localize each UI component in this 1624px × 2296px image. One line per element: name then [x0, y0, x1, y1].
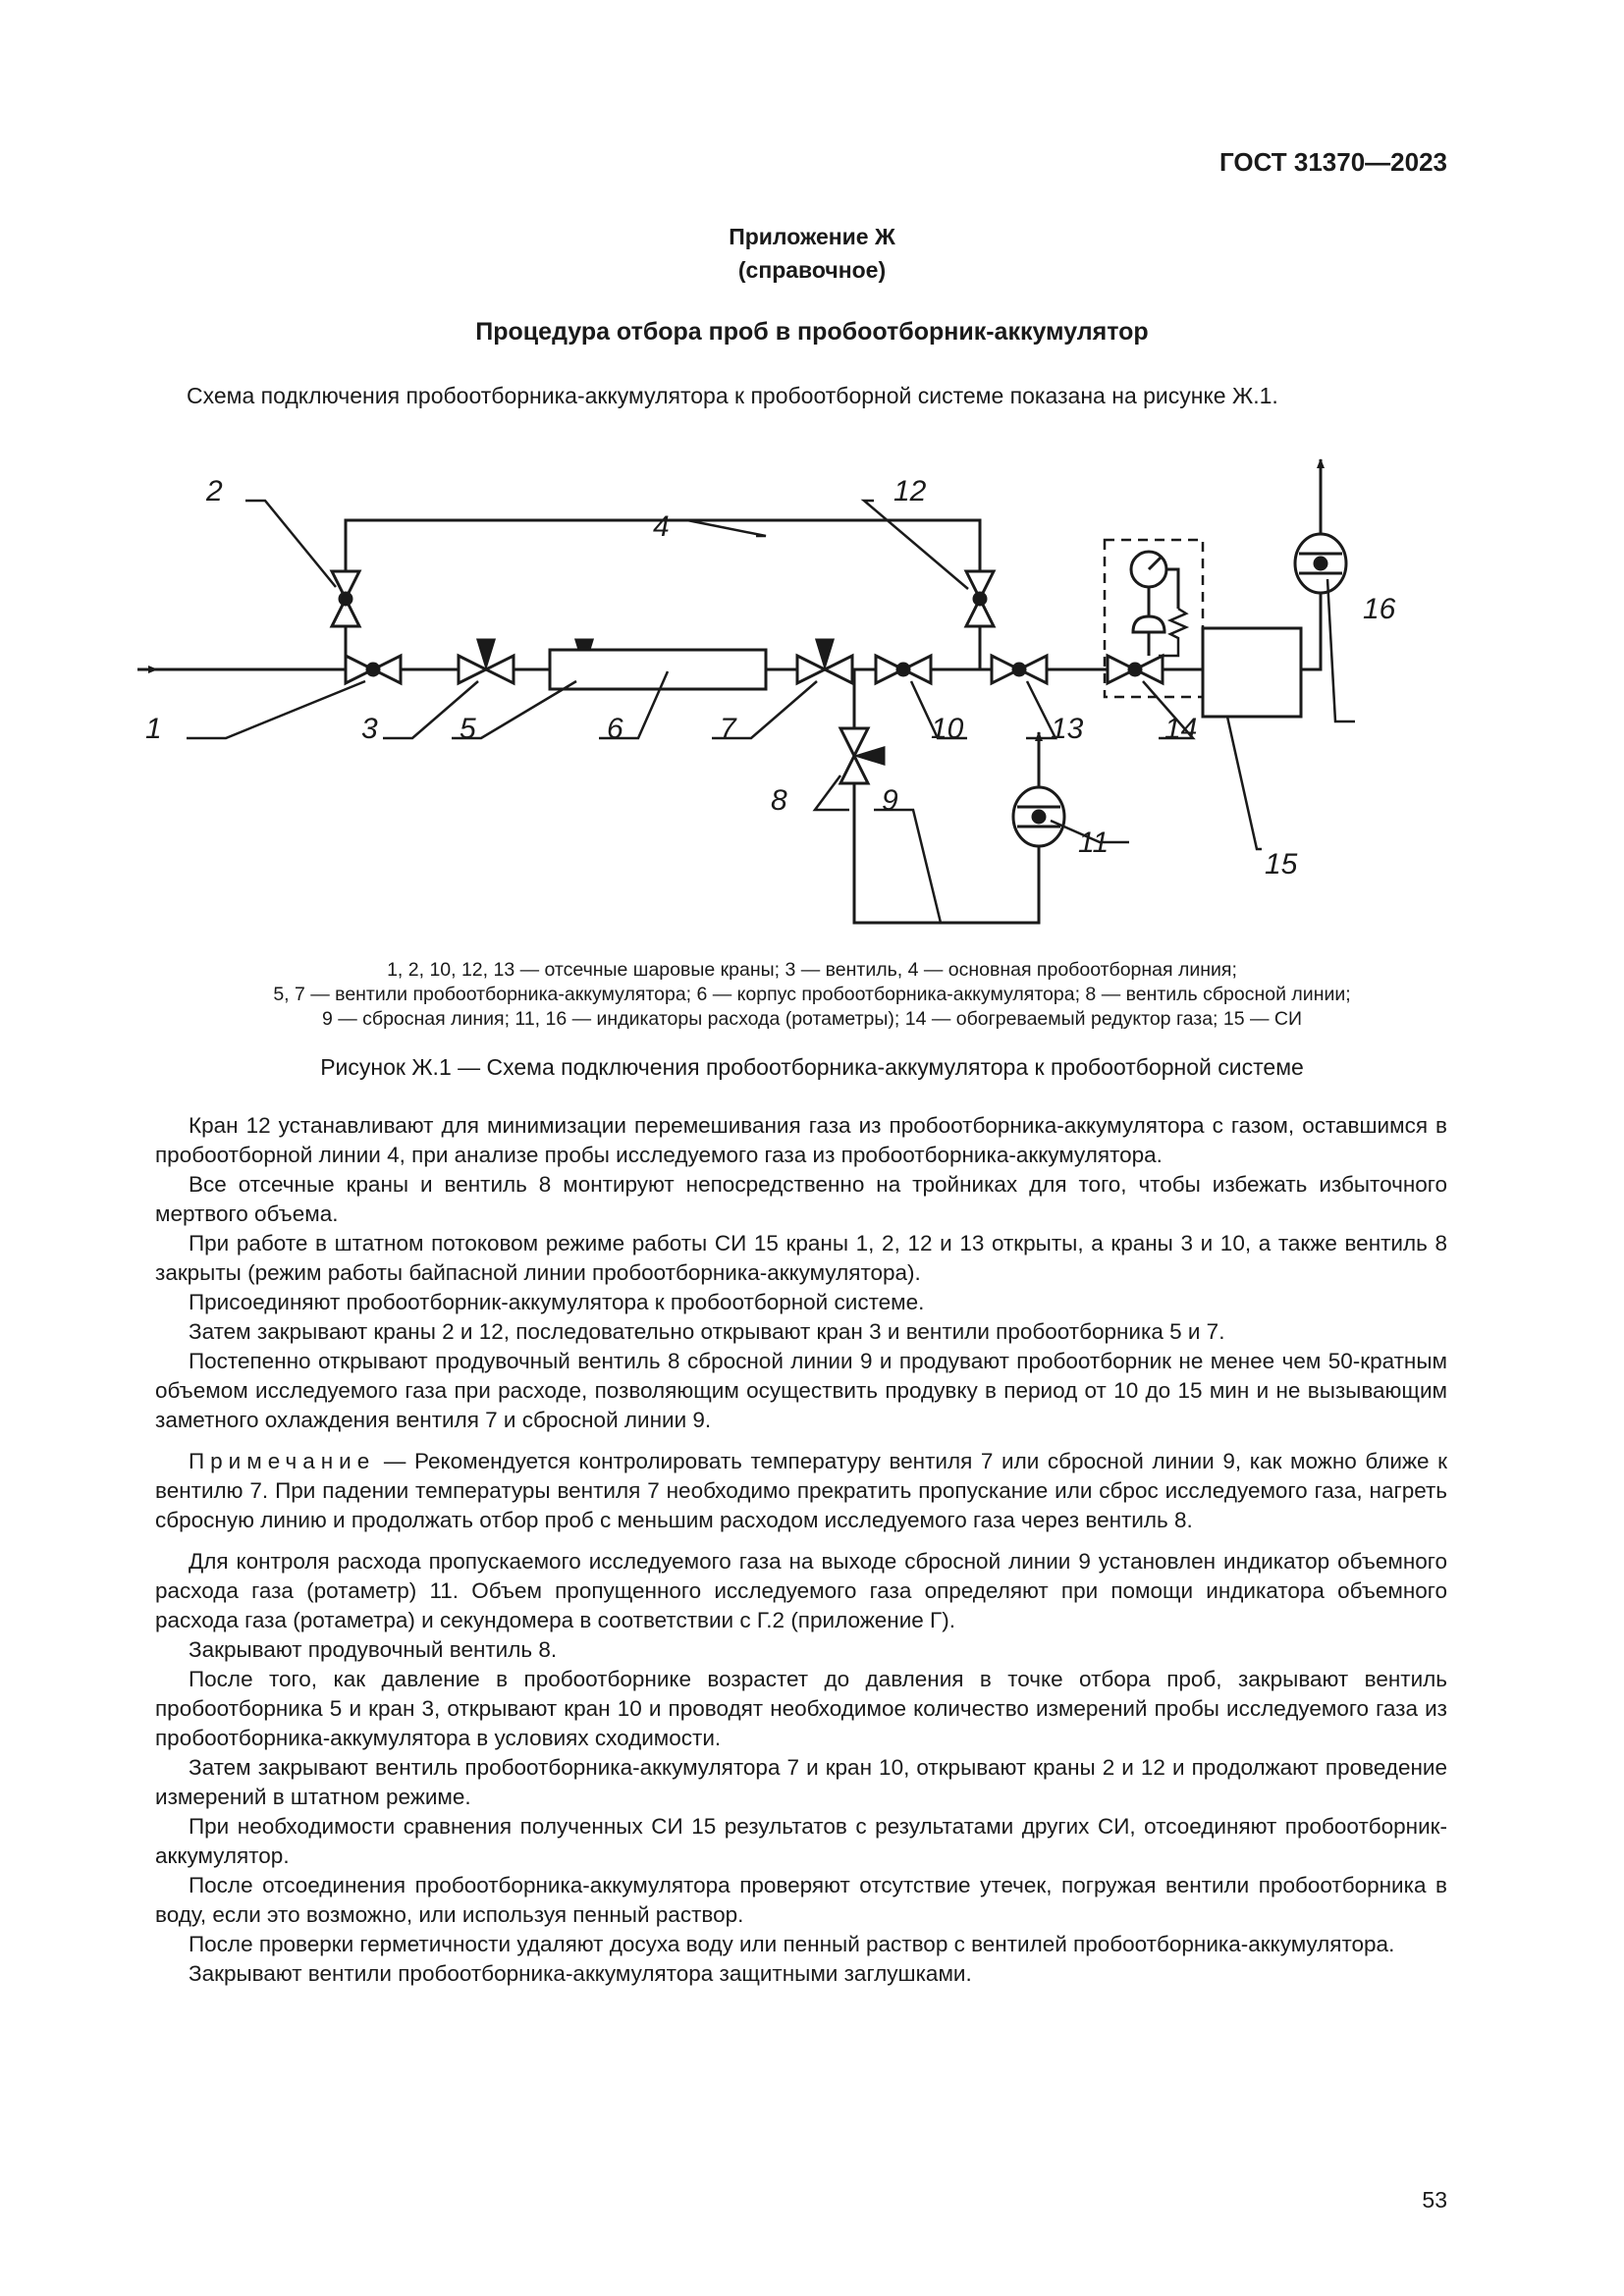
paragraph: Затем закрывают краны 2 и 12, последовательно открывают кран 3 и вентили пробоотборника 5 и 7. [189, 1319, 1225, 1344]
label-6: 6 [607, 713, 623, 745]
note [155, 1447, 1447, 1535]
figure-caption: Рисунок Ж.1 — Схема подключения пробоотборника-аккумулятора к пробоотборной системе [320, 1054, 1304, 1080]
paragraph: При работе в штатном потоковом режиме работы СИ 15 краны 1, 2, 12 и 13 открыты, а краны 3 и 10, а также вентиль 8 закрыты (режим работы байпасной линии пробоотборника-аккумулятора). [155, 1231, 1447, 1285]
label-5: 5 [460, 713, 476, 745]
valve-2 [332, 571, 359, 626]
rotameter-16 [1295, 534, 1346, 593]
paragraph: Постепенно открывают продувочный вентиль 8 сбросной линии 9 и продувают пробоотборник не менее чем 50-кратным объемом исследуемого газа при расходе, позволяющим осуществить продувку в период от 10 до 15 мин и не вызывающим заметного охлаждения вентиля 7 и сбросной линии 9. [155, 1349, 1447, 1432]
label-16: 16 [1363, 593, 1396, 625]
valve-7 [797, 640, 852, 683]
paragraph: После проверки герметичности удаляют досуха воду или пенный раствор с вентилей пробоотборника-аккумулятора. [189, 1932, 1395, 1956]
sampler-body-6 [550, 650, 766, 689]
label-15: 15 [1265, 848, 1298, 881]
document-code: ГОСТ 31370—2023 [1219, 147, 1447, 177]
appendix-title: Приложение Ж [729, 224, 895, 249]
intro-text: Схема подключения пробоотборника-аккумулятора к пробоотборной системе показана на рисунке Ж.1. [187, 383, 1278, 408]
legend-line: 5, 7 — вентили пробоотборника-аккумулятора; 6 — корпус пробоотборника-аккумулятора; 8 — вентиль сбросной линии; [273, 984, 1351, 1005]
paragraph: Кран 12 устанавливают для минимизации перемешивания газа из пробоотборника-аккумулятора с газом, оставшимся в пробоотборной линии 4, при анализе пробы исследуемого газа из пробоотборника-аккумулятора. [155, 1113, 1447, 1167]
legend-line: 1, 2, 10, 12, 13 — отсечные шаровые краны; 3 — вентиль, 4 — основная пробоотборная линия; [387, 959, 1237, 981]
paragraph: Все отсечные краны и вентиль 8 монтируют непосредственно на тройниках для того, чтобы избежать избыточного мертвого объема. [155, 1172, 1447, 1226]
instrument-15 [1203, 628, 1301, 717]
label-12: 12 [893, 475, 927, 507]
paragraph: Присоединяют пробоотборник-аккумулятора к пробоотборной системе. [189, 1290, 925, 1314]
valve-8 [840, 728, 884, 783]
leader-lines [187, 501, 1355, 923]
label-10: 10 [931, 713, 964, 745]
appendix-type: (справочное) [737, 257, 887, 283]
paragraph: Для контроля расхода пропускаемого исследуемого газа на выходе сбросной линии 9 установлен индикатор объемного расхода газа (ротаметр) 11. Объем пропущенного исследуемого газа определяют при помощи индикатора объемного расхода газа (ротаметра) и секундомера в соответствии с Г.2 (приложение Г). [155, 1549, 1447, 1632]
valve-14 [1108, 656, 1163, 683]
valve-1 [346, 656, 401, 683]
note-text: — Рекомендуется контролировать температуру вентиля 7 или сбросной линии 9, как можно ближе к вентилю 7. При падении температуры вентиля 7 необходимо прекратить пропускание или сброс исследуемого газа, нагреть сбросную линию и продолжать отбор проб с меньшим расходом исследуемого газа через вентиль 8. [155, 1449, 1447, 1532]
paragraph: Закрывают вентили пробоотборника-аккумулятора защитными заглушками. [189, 1961, 972, 1986]
label-7: 7 [720, 713, 736, 745]
legend-line: 9 — сбросная линия; 11, 16 — индикаторы расхода (ротаметры); 14 — обогреваемый редуктор газа; 15 — СИ [321, 1008, 1303, 1030]
label-11: 11 [1078, 827, 1110, 859]
paragraph: Закрывают продувочный вентиль 8. [189, 1637, 558, 1662]
label-3: 3 [361, 713, 378, 745]
page-number: 53 [1422, 2187, 1447, 2213]
label-1: 1 [145, 713, 162, 745]
valve-3 [459, 640, 514, 683]
valve-12 [966, 571, 994, 626]
paragraph: Затем закрывают вентиль пробоотборника-аккумулятора 7 и кран 10, открывают краны 2 и 12 и продолжают проведение измерений в штатном режиме. [155, 1755, 1447, 1809]
label-2: 2 [206, 475, 223, 507]
piping-diagram [137, 442, 1473, 962]
label-4: 4 [653, 510, 670, 543]
valve-10 [876, 656, 931, 683]
body-text [155, 1111, 1447, 1989]
paragraph: При необходимости сравнения полученных СИ 15 результатов с результатами других СИ, отсоединяют пробоотборник-аккумулятор. [155, 1814, 1447, 1868]
rotameter-11 [1013, 787, 1064, 846]
label-8: 8 [771, 784, 787, 817]
note-label: Примечание [189, 1449, 376, 1473]
pipelines [157, 481, 1321, 923]
paragraph: После того, как давление в пробоотборнике возрастет до давления в точке отбора проб, закрывают вентиль пробоотборника 5 и кран 3, открывают кран 10 и проводят необходимое количество измерений пробы исследуемого газа из пробоотборника-аккумулятора в условиях сходимости. [155, 1667, 1447, 1750]
section-title: Процедура отбора проб в пробоотборник-аккумулятор [475, 318, 1149, 346]
label-9: 9 [882, 784, 898, 817]
paragraph: После отсоединения пробоотборника-аккумулятора проверяют отсутствие утечек, погружая вентили пробоотборника в воду, если это возможно, или используя пенный раствор. [155, 1873, 1447, 1927]
label-14: 14 [1164, 713, 1198, 745]
figure-legend [147, 958, 1477, 1032]
label-13: 13 [1051, 713, 1084, 745]
valve-13 [992, 656, 1047, 683]
